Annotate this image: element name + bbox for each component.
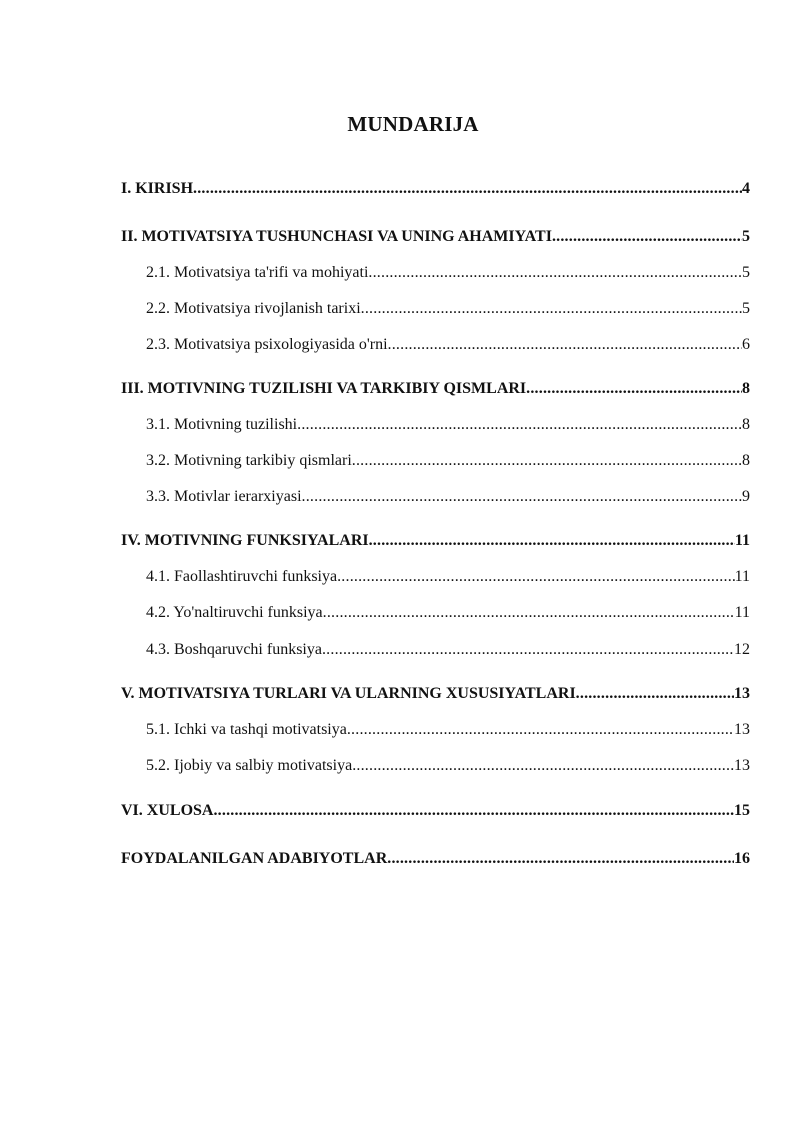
toc-entry-4-3[interactable] bbox=[121, 639, 750, 661]
dot-leader bbox=[347, 719, 734, 741]
toc-entry-label: I. KIRISH bbox=[121, 180, 194, 197]
toc-page-number: 11 bbox=[734, 532, 750, 549]
toc-page-number: 5 bbox=[742, 228, 750, 245]
toc-page-number: 8 bbox=[742, 452, 750, 469]
toc-entry-label: III. MOTIVNING TUZILISHI VA TARKIBIY QISMLARI bbox=[121, 380, 527, 397]
dot-leader bbox=[387, 848, 734, 870]
toc-page-number: 9 bbox=[742, 488, 750, 505]
toc-entry-label: VI. XULOSA bbox=[121, 802, 214, 819]
toc-entry-label: 2.1. Motivatsiya ta'rifi va mohiyati bbox=[146, 264, 369, 281]
toc-entry-5-1[interactable] bbox=[121, 719, 750, 741]
toc-entry-label: 2.2. Motivatsiya rivojlanish tarixi bbox=[146, 300, 361, 317]
dot-leader bbox=[576, 683, 734, 705]
toc-entry-label: 3.1. Motivning tuzilishi bbox=[146, 416, 298, 433]
dot-leader bbox=[526, 378, 742, 400]
toc-entry-label: FOYDALANILGAN ADABIYOTLAR bbox=[121, 850, 388, 867]
toc-entry-section-3[interactable] bbox=[121, 378, 750, 400]
toc-entry-adabiyotlar[interactable] bbox=[121, 848, 750, 870]
dot-leader bbox=[368, 262, 742, 284]
toc-entry-label: IV. MOTIVNING FUNKSIYALARI bbox=[121, 532, 369, 549]
toc-page-number: 16 bbox=[734, 850, 750, 867]
toc-entry-label: 4.3. Boshqaruvchi funksiya bbox=[146, 641, 322, 658]
dot-leader bbox=[302, 486, 742, 508]
toc-entry-xulosa[interactable] bbox=[121, 800, 750, 822]
toc-page-number: 11 bbox=[734, 568, 750, 585]
toc-entry-label: 5.2. Ijobiy va salbiy motivatsiya bbox=[146, 757, 353, 774]
dot-leader bbox=[322, 639, 734, 661]
toc-page-number: 5 bbox=[742, 264, 750, 281]
toc-entry-label: 5.1. Ichki va tashqi motivatsiya bbox=[146, 721, 347, 738]
toc-entry-4-2[interactable] bbox=[121, 602, 750, 624]
toc-page-number: 13 bbox=[734, 757, 750, 774]
toc-page-number: 11 bbox=[734, 604, 750, 621]
toc-title: MUNDARIJA bbox=[347, 112, 479, 136]
toc-entry-2-3[interactable] bbox=[121, 334, 750, 356]
toc-entry-kirish[interactable] bbox=[121, 178, 750, 200]
toc-page-number: 8 bbox=[742, 416, 750, 433]
toc-page-number: 12 bbox=[734, 641, 750, 658]
toc-entry-label: 4.2. Yo'naltiruvchi funksiya bbox=[146, 604, 323, 621]
dot-leader bbox=[369, 530, 735, 552]
toc-entry-4-1[interactable] bbox=[121, 566, 750, 588]
toc-page-number: 5 bbox=[742, 300, 750, 317]
toc-entry-3-1[interactable] bbox=[121, 414, 750, 436]
toc-page-number: 13 bbox=[734, 721, 750, 738]
dot-leader bbox=[193, 178, 742, 200]
toc-page-number: 8 bbox=[742, 380, 750, 397]
toc-entry-5-2[interactable] bbox=[121, 755, 750, 777]
toc-entry-3-3[interactable] bbox=[121, 486, 750, 508]
toc-entry-label: 3.3. Motivlar ierarxiyasi bbox=[146, 488, 302, 505]
table-of-contents bbox=[121, 178, 750, 870]
dot-leader bbox=[352, 755, 734, 777]
dot-leader bbox=[388, 334, 742, 356]
dot-leader bbox=[337, 566, 735, 588]
toc-entry-section-2[interactable] bbox=[121, 226, 750, 248]
toc-page-number: 13 bbox=[734, 685, 750, 702]
toc-entry-label: 3.2. Motivning tarkibiy qismlari bbox=[146, 452, 352, 469]
toc-entry-section-4[interactable] bbox=[121, 530, 750, 552]
toc-page-number: 6 bbox=[742, 336, 750, 353]
toc-entry-2-2[interactable] bbox=[121, 298, 750, 320]
dot-leader bbox=[352, 450, 742, 472]
dot-leader bbox=[297, 414, 742, 436]
toc-entry-label: II. MOTIVATSIYA TUSHUNCHASI VA UNING AHAMIYATI bbox=[121, 228, 552, 245]
dot-leader bbox=[213, 800, 734, 822]
toc-entry-section-5[interactable] bbox=[121, 683, 750, 705]
toc-entry-label: 2.3. Motivatsiya psixologiyasida o'rni bbox=[146, 336, 388, 353]
toc-entry-label: V. MOTIVATSIYA TURLARI VA ULARNING XUSUSIYATLARI bbox=[121, 685, 576, 702]
dot-leader bbox=[552, 226, 742, 248]
toc-page-number: 4 bbox=[742, 180, 750, 197]
dot-leader bbox=[323, 602, 735, 624]
toc-entry-2-1[interactable] bbox=[121, 262, 750, 284]
toc-entry-label: 4.1. Faollashtiruvchi funksiya bbox=[146, 568, 338, 585]
toc-page-number: 15 bbox=[734, 802, 750, 819]
toc-entry-3-2[interactable] bbox=[121, 450, 750, 472]
dot-leader bbox=[361, 298, 742, 320]
